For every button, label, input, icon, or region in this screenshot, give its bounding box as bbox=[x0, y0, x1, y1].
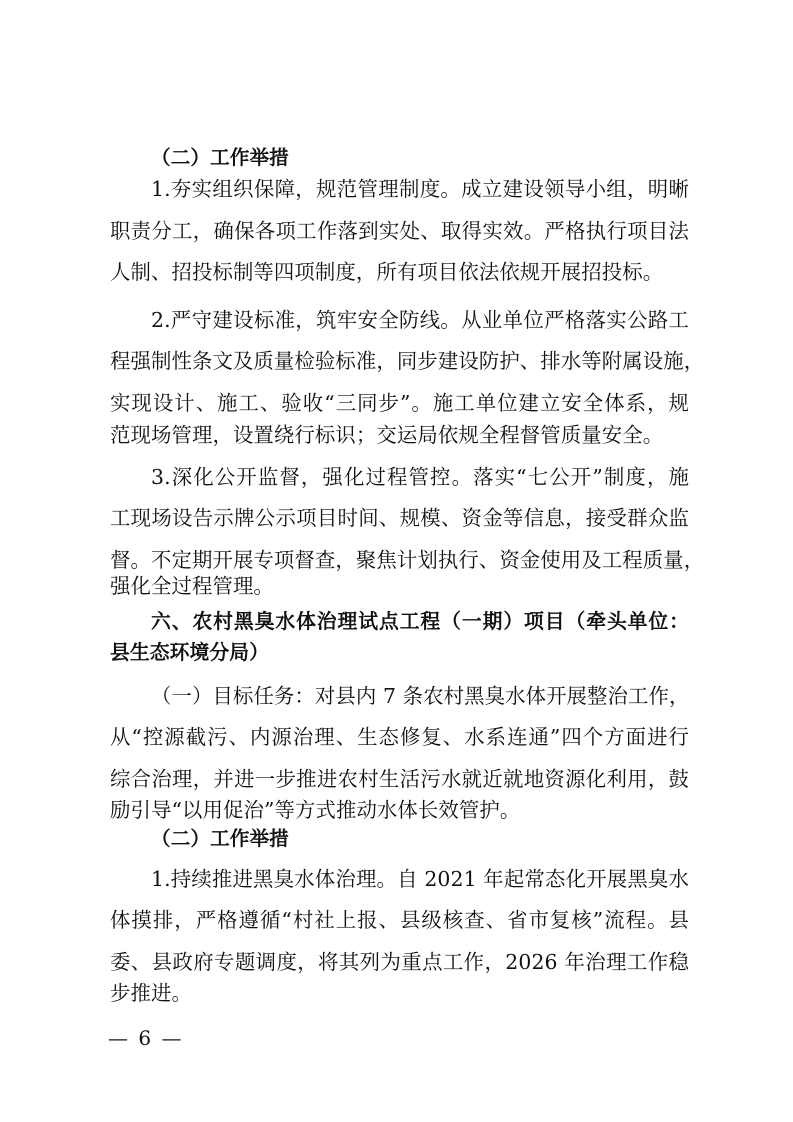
paragraph-line: 程强制性条文及质量检验标准，同步建设防护、排水等附属设施， bbox=[110, 349, 705, 373]
paragraph-line: 人制、招投标制等四项制度，所有项目依法依规开展招投标。 bbox=[110, 260, 664, 284]
paragraph-line: 实现设计、施工、验收“三同步”。施工单位建立安全体系，规 bbox=[110, 391, 689, 415]
paragraph-line: 工现场设告示牌公示项目时间、规模、资金等信息，接受群众监 bbox=[110, 506, 689, 530]
paragraph-line: 范现场管理，设置绕行标识；交运局依规全程督管质量安全。 bbox=[110, 423, 664, 447]
paragraph-line: 1.持续推进黑臭水体治理。自 2021 年起常态化开展黑臭水 bbox=[151, 867, 689, 891]
paragraph-line: 3.深化公开监督，强化过程管控。落实“七公开”制度，施 bbox=[151, 465, 689, 489]
paragraph-line: （一）目标任务：对县内 7 条农村黑臭水体开展整治工作， bbox=[151, 684, 690, 708]
paragraph-line: 步推进。 bbox=[110, 981, 192, 1005]
paragraph-line: 1.夯实组织保障，规范管理制度。成立建设领导小组，明晰 bbox=[151, 177, 689, 201]
paragraph-line: 督。不定期开展专项督查，聚焦计划执行、资金使用及工程质量， bbox=[110, 548, 705, 572]
paragraph-line: 励引导“以用促治”等方式推动水体长效管护。 bbox=[110, 798, 521, 822]
paragraph-line: 从“控源截污、内源治理、生态修复、水系连通”四个方面进行 bbox=[110, 725, 689, 749]
section-heading-rural-water-line-2: 县生态环境分局） bbox=[110, 641, 270, 664]
paragraph-line: 体摸排，严格遵循“村社上报、县级核查、省市复核”流程。县 bbox=[110, 908, 689, 932]
paragraph-line: 2.严守建设标准，筑牢安全防线。从业单位严格落实公路工 bbox=[151, 308, 689, 332]
section-heading-work-measures: （二）工作举措 bbox=[151, 146, 289, 169]
paragraph-line: 委、县政府专题调度，将其列为重点工作，2026 年治理工作稳 bbox=[110, 950, 689, 974]
paragraph-line: 强化全过程管理。 bbox=[110, 574, 274, 598]
page-number: — 6 — bbox=[108, 1026, 184, 1050]
paragraph-line: 职责分工，确保各项工作落到实处、取得实效。严格执行项目法 bbox=[110, 219, 689, 243]
section-heading-work-measures: （二）工作举措 bbox=[151, 827, 289, 850]
paragraph-line: 综合治理，并进一步推进农村生活污水就近就地资源化利用，鼓 bbox=[110, 767, 689, 791]
section-heading-rural-water: 六、农村黑臭水体治理试点工程（一期）项目（牵头单位： bbox=[151, 610, 689, 633]
